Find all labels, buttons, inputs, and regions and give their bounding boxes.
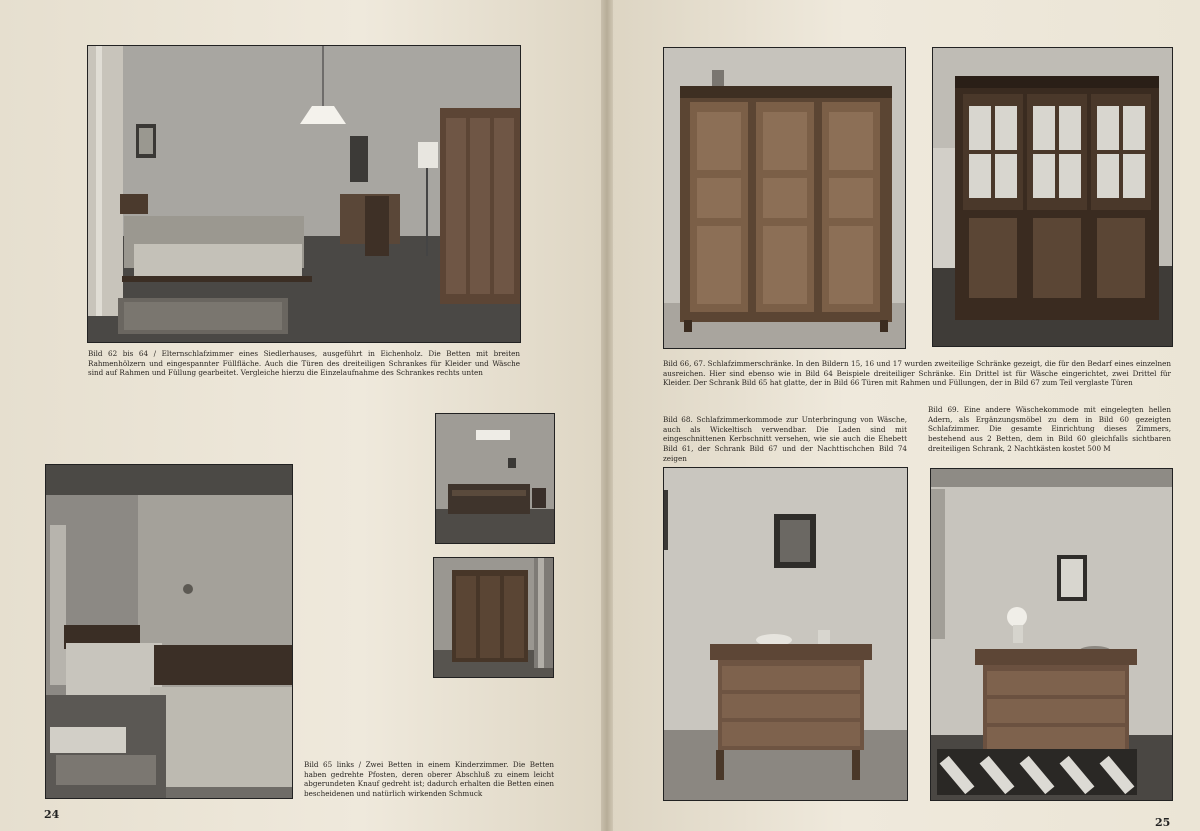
chest-of-drawers-photo	[663, 467, 908, 801]
kids-room-beds-photo	[45, 464, 293, 799]
caption-bild-66-67: Bild 66, 67. Schlafzimmerschränke. In den Bildern 15, 16 und 17 wurden zweiteilige Schränke gezeigt, die für den Bedarf eines einzelnen ausreichen. Hier sind ebenso wie in Bild 64 Beispiele dreiteiliger Schränke. Ein Drittel ist für Wäsche eingerichtet, zwei Drittel für Kleider. Der Schrank Bild 65 hat glatte, der in Bild 66 Türen mit Rahmen und Füllungen, der in Bild 67 zum Teil verglaste Türen	[663, 359, 1171, 388]
page-number-right: 25	[1155, 816, 1171, 829]
inlaid-chest-photo	[930, 468, 1173, 801]
page-number-left: 24	[44, 808, 60, 821]
small-bedroom-photo	[435, 413, 555, 544]
caption-bild-65: Bild 65 links / Zwei Betten in einem Kinderzimmer. Die Betten haben gedrehte Pfosten, deren oberer Abschluß zu einem leicht abgerundeten Knauf gedreht ist; dadurch erhalten die Betten einen bescheidenen und natürlich wirkenden Schmuck	[304, 760, 554, 798]
glazed-wardrobe-photo	[932, 47, 1173, 347]
wardrobe-small-photo	[433, 557, 554, 678]
wooden-wardrobe-photo	[663, 47, 906, 349]
book-gutter	[601, 0, 613, 831]
caption-bild-62-64: Bild 62 bis 64 / Elternschlafzimmer eines Siedlerhauses, ausgeführt in Eichenholz. Die Betten mit breiten Rahmenhölzern und eingespannter Füllfläche. Auch die Türen des dreiteiligen Schrankes für Kleider und Wäsche sind auf Rahmen und Füllung gearbeitet. Vergleiche hierzu die Einzelaufnahme des Schrankes rechts unten	[88, 349, 520, 378]
caption-bild-69: Bild 69. Eine andere Wäschekommode mit eingelegten hellen Adern, als Ergänzungsmöbel zu dem in Bild 60 gezeigten Schlafzimmer. Die gesamte Einrichtung dieses Zimmers, bestehend aus 2 Betten, dem in Bild 60 gleichfalls sichtbaren dreiteiligen Schrank, 2 Nachtkästen kostet 500 M	[928, 405, 1171, 453]
caption-bild-68: Bild 68. Schlafzimmerkommode zur Unterbringung von Wäsche, auch als Wickeltisch verwendbar. Die Laden sind mit eingeschnittenen Kerbschnitt versehen, wie sie auch die Ehebett Bild 61, der Schrank Bild 67 und der Nachttischchen Bild 74 zeigen	[663, 415, 907, 463]
bedroom-interior-photo	[87, 45, 521, 343]
